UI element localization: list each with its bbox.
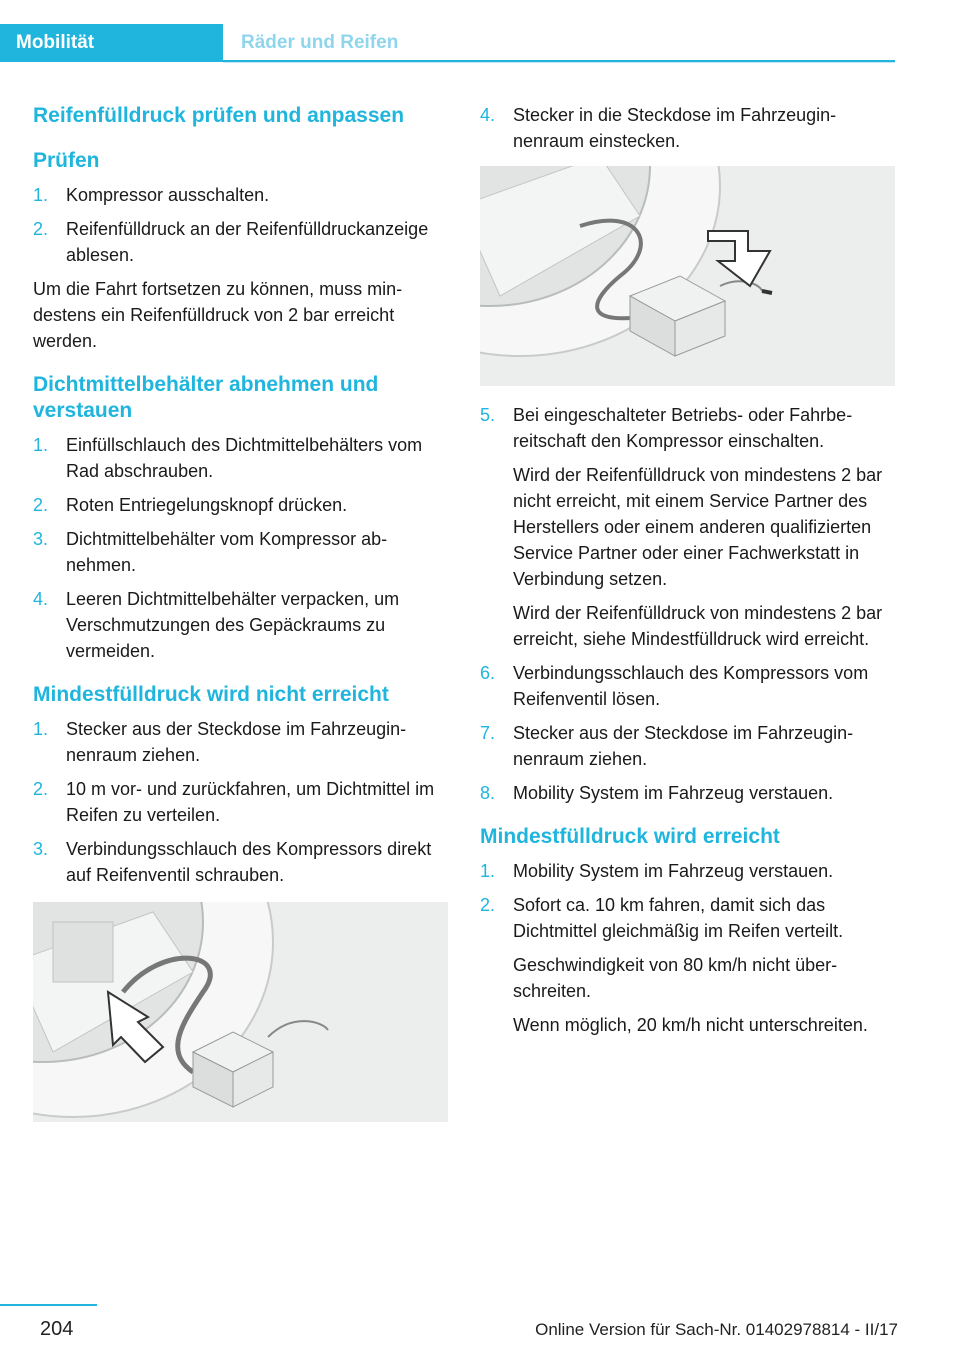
list-item: 1. Mobility System im Fahrzeug verstauen. (480, 861, 834, 881)
list-nicht-erreicht (33, 716, 448, 888)
list-item: 1. Kompressor ausschalten. (33, 185, 270, 205)
list-item: 2. Sofort ca. 10 km fahren, damit sich das Dichtmittel gleichmäßig im Reifen verteilt. Geschwindigkeit von 80 km/h nicht überschreiten. Wenn möglich, 20 km/h nicht unterschreiten. (480, 892, 898, 1038)
list-item: 3. Dichtmittelbehälter vom Kompressor abnehmen. (33, 529, 388, 575)
list-item: 1. Einfüllschlauch des Dichtmittelbehälters vom Rad abschrauben. (33, 435, 423, 481)
heading-pruefen: Prüfen (33, 149, 100, 172)
step5-sub-1: Wird der Reifenfülldruck von mindestens 2 bar nicht erreicht, mit einem Service Partner des Herstellers oder einem anderen qualifizierten Service Partner oder einer Fachwerkstatt in Verbindung setzen. (513, 465, 883, 589)
heading-nicht-erreicht: Mindestfülldruck wird nicht erreicht (33, 683, 389, 706)
page-number: 204 (40, 1318, 74, 1340)
list-item: 7. Stecker aus der Steckdose im Fahrzeuginnenraum ziehen. (480, 723, 854, 769)
header-subsection-label: Räder und Reifen (241, 32, 399, 53)
erreicht-sub-2: Wenn möglich, 20 km/h nicht unterschreiten. (513, 1015, 868, 1035)
header-section-tab (0, 24, 108, 62)
online-version-note: Online Version für Sach-Nr. 01402978814 - II/17 (535, 1320, 898, 1339)
list-item: 2. Roten Entriegelungsknopf drücken. (33, 495, 348, 515)
list-item: 4. Stecker in die Steckdose im Fahrzeuginnenraum einstecken. (480, 105, 837, 151)
list-abnehmen (33, 432, 448, 664)
right-column (480, 102, 898, 1046)
erreicht-sub-1: Geschwindigkeit von 80 km/h nicht überschreiten. (513, 955, 838, 1001)
list-continued-2 (480, 402, 898, 806)
illustration-valve-connect (33, 902, 448, 1122)
list-pruefen (33, 182, 448, 268)
list-continued (480, 102, 898, 154)
step5-sub-2: Wird der Reifenfülldruck von mindestens 2 bar erreicht, siehe Mindestfülldruck wird erreicht. (513, 603, 883, 649)
header-tab-filler (108, 24, 223, 62)
list-item: 2. Reifenfülldruck an der Reifenfülldruckanzeige ablesen. (33, 219, 429, 265)
left-column (33, 102, 448, 1138)
list-item: 5. Bei eingeschalteter Betriebs- oder Fahrbereitschaft den Kompressor einschalten. Wird der Reifenfülldruck von mindestens 2 bar nicht erreicht, mit einem Service Partner des Herstellers oder einem anderen qualifizierten Service Partner oder einer Fachwerkstatt in Verbindung setzen. Wird der Reifenfülldruck von mindestens 2 bar erreicht, siehe Mindestfülldruck wird erreicht. (480, 402, 898, 652)
list-item: 2. 10 m vor- und zurückfahren, um Dichtmittel im Reifen zu verteilen. (33, 779, 435, 825)
list-erreicht (480, 858, 898, 1038)
illustration-plug-socket (480, 166, 895, 386)
list-item: 1. Stecker aus der Steckdose im Fahrzeuginnenraum ziehen. (33, 719, 407, 765)
footer-rule (0, 1304, 97, 1306)
header-section-label: Mobilität (16, 32, 95, 53)
list-item: 8. Mobility System im Fahrzeug verstauen. (480, 783, 834, 803)
note-pressure: Um die Fahrt fortsetzen zu können, muss mindestens ein Reifenfülldruck von 2 bar erreicht werden. (33, 279, 403, 351)
list-item: 3. Verbindungsschlauch des Kompressors direkt auf Reifenventil schrauben. (33, 839, 432, 885)
heading-erreicht: Mindestfülldruck wird erreicht (480, 825, 780, 848)
heading-abnehmen: Dichtmittelbehälter abnehmen und verstauen (33, 373, 379, 422)
list-item: 4. Leeren Dichtmittelbehälter verpacken, um Verschmutzungen des Gepäckraums zu vermeiden. (33, 589, 400, 661)
header-rule-light (223, 62, 895, 63)
list-item: 6. Verbindungsschlauch des Kompressors vom Reifenventil lösen. (480, 663, 869, 709)
page-title: Reifenfülldruck prüfen und anpassen (33, 104, 405, 127)
